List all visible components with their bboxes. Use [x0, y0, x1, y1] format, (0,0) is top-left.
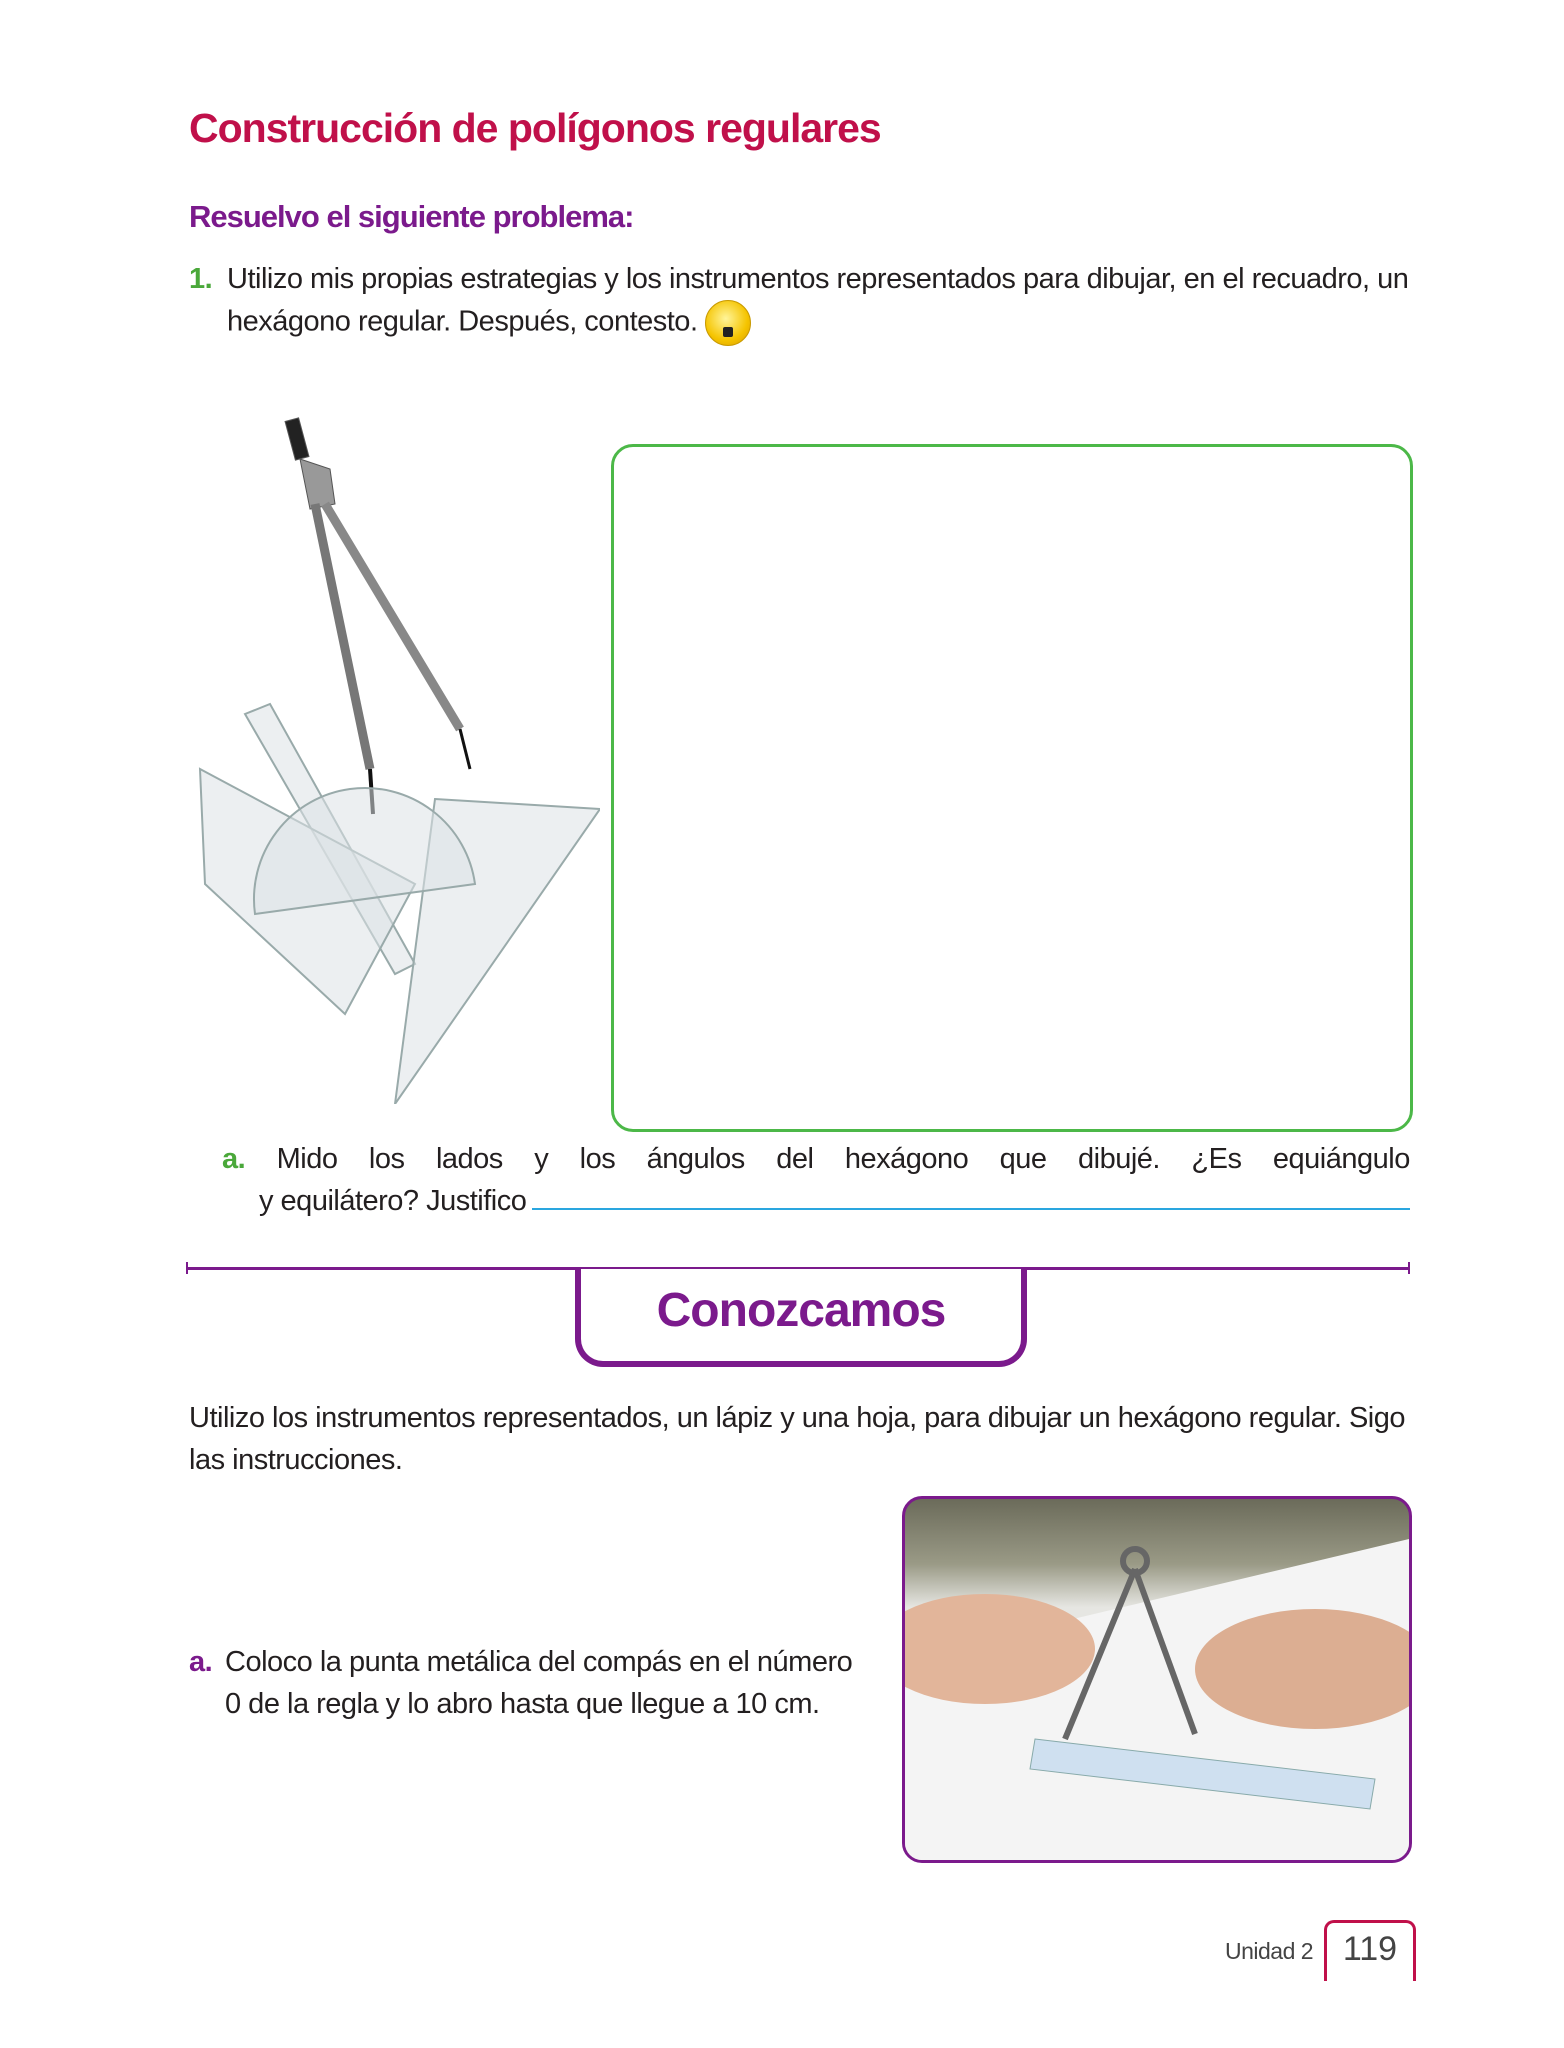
question-letter: a. [222, 1143, 246, 1175]
word: los [579, 1143, 616, 1175]
question-line-2: y equilátero? Justifico [259, 1185, 527, 1217]
step-text: Coloco la punta metálica del compás en el número 0 de la regla y lo abro hasta que llegue a 10 cm. [225, 1646, 853, 1720]
answer-line[interactable] [532, 1208, 1410, 1210]
section-intro: Utilizo los instrumentos representados, un lápiz y una hoja, para dibujar un hexágono regular. Sigo las instrucciones. [189, 1402, 1405, 1476]
section-tab [575, 1269, 1027, 1367]
step-a [189, 1641, 869, 1720]
drawing-area[interactable] [611, 444, 1413, 1132]
word: dibujé. [1078, 1143, 1160, 1175]
problem-1 [189, 258, 1414, 338]
word: ¿Es [1191, 1143, 1242, 1175]
geometry-instruments-image [195, 414, 600, 1104]
section-subtitle: Resuelvo el siguiente problema: [189, 199, 634, 234]
problem-number: 1. [189, 263, 213, 295]
word: lados [435, 1143, 503, 1175]
word: los [368, 1143, 405, 1175]
unit-label: Unidad 2 [1225, 1938, 1314, 1964]
word: equiángulo [1272, 1143, 1410, 1175]
set-square-icon [200, 704, 600, 1104]
compass-ruler-photo [902, 1496, 1412, 1863]
problem-text: Utilizo mis propias estrategias y los instrumentos representados para dibujar, en el recuadro, un hexágono regular. Después, contesto. [227, 263, 1409, 338]
word: y [534, 1143, 549, 1175]
lightbulb-icon [705, 300, 751, 346]
word: ángulos [646, 1143, 745, 1175]
word: que [999, 1143, 1047, 1175]
section-tab-label: Conozcamos [656, 1284, 946, 1337]
step-letter: a. [189, 1646, 213, 1678]
word: hexágono [844, 1143, 969, 1175]
word: del [776, 1143, 814, 1175]
page-number-box [1324, 1920, 1416, 1981]
page-title: Construcción de polígonos regulares [189, 105, 881, 151]
word: Mido [276, 1143, 338, 1175]
compass-icon [285, 418, 470, 814]
page-number: 119 [1342, 1930, 1398, 1968]
